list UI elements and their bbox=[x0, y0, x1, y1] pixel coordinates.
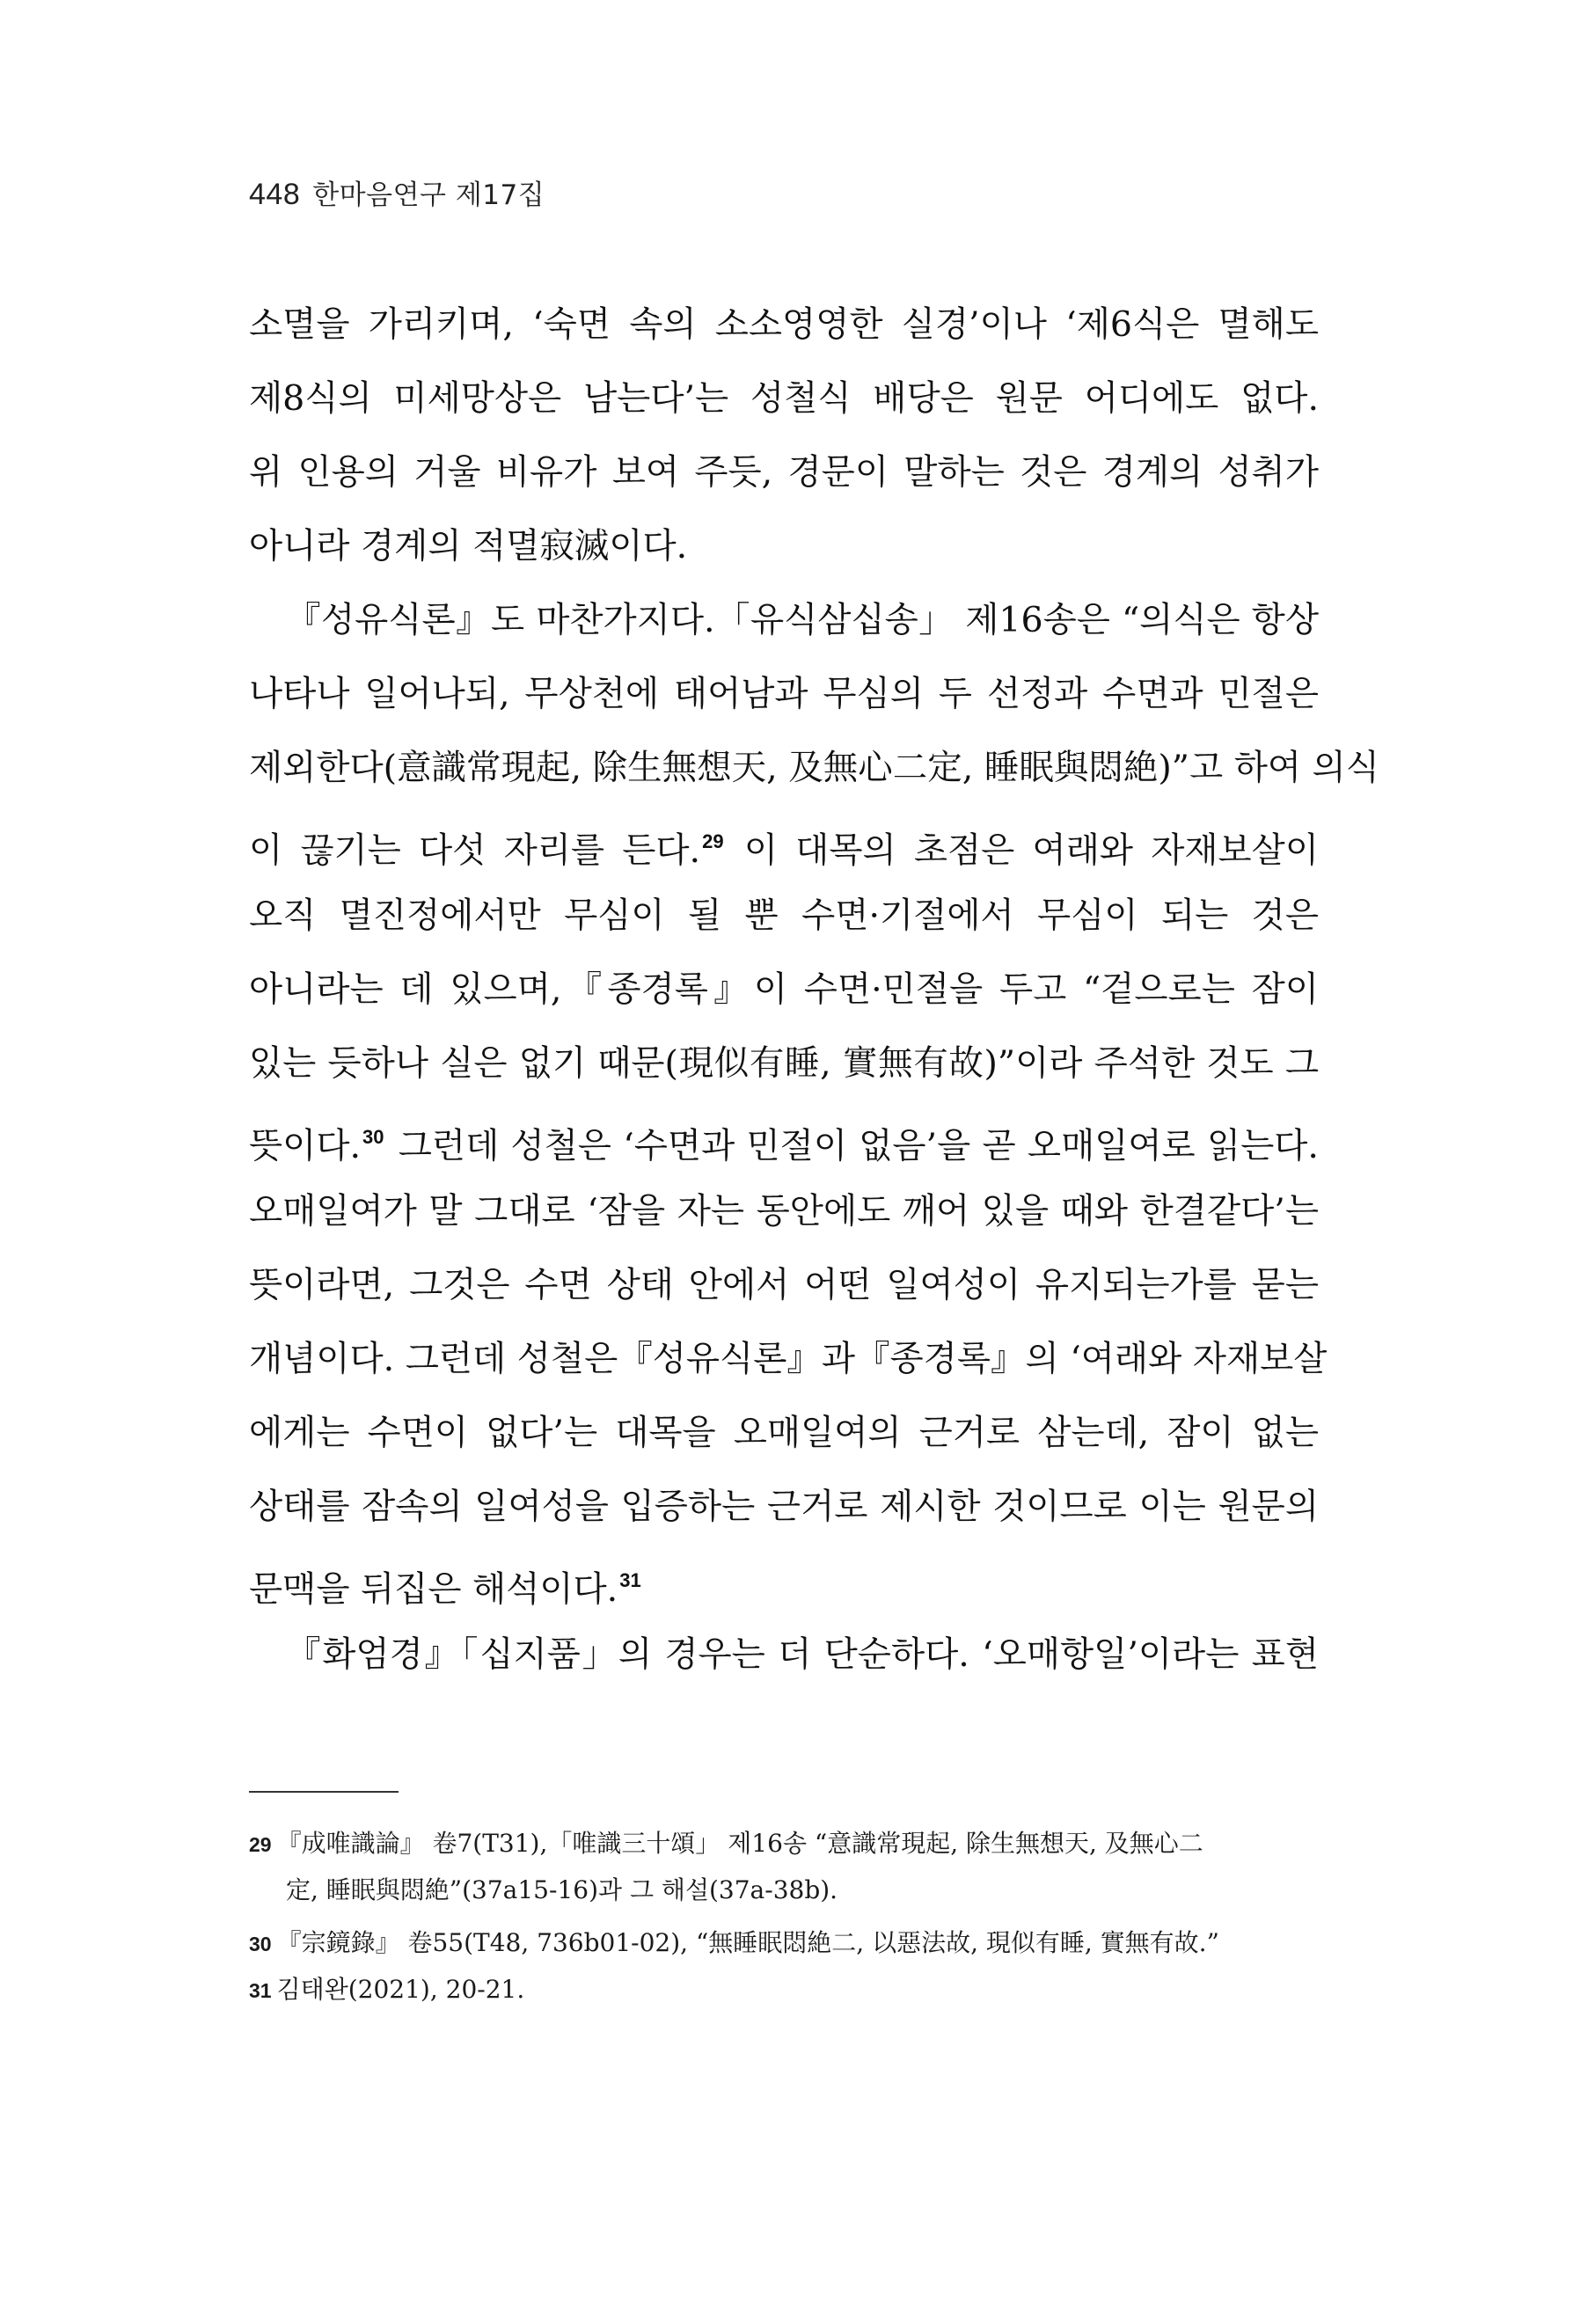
body-text-segment: 뜻이다. bbox=[249, 1126, 362, 1166]
footnote-31 bbox=[249, 1967, 1319, 2013]
body-line: 상태를 잠속의 일여성을 입증하는 근거로 제시한 것이므로 이는 원문의 bbox=[249, 1487, 1319, 1527]
body-line: 아니라는 데 있으며,『종경록』이 수면·민절을 두고 “겉으로는 잠이 bbox=[249, 969, 1319, 1010]
body-line: 나타나 일어나되, 무상천에 태어남과 무심의 두 선정과 수면과 민절은 bbox=[249, 674, 1319, 714]
body-line bbox=[249, 805, 1319, 879]
body-line: 오매일여가 말 그대로 ‘잠을 자는 동안에도 깨어 있을 때와 한결같다’는 bbox=[249, 1191, 1319, 1231]
body-line bbox=[249, 1100, 1319, 1174]
body-text-segment: 이 끊기는 다섯 자리를 든다. bbox=[249, 830, 701, 871]
body-text-segment: 문맥을 뒤집은 해석이다. bbox=[249, 1569, 618, 1610]
footnote-text: 김태완(2021), 20-21. bbox=[276, 1975, 525, 2004]
body-line: 위 인용의 거울 비유가 보여 주듯, 경문이 말하는 것은 경계의 성취가 bbox=[249, 452, 1319, 493]
footnote-number: 31 bbox=[249, 1979, 272, 2002]
footnote-29 bbox=[249, 1821, 1319, 1867]
footnotes bbox=[249, 1821, 1319, 2013]
body-text bbox=[249, 288, 1379, 1692]
running-header bbox=[249, 172, 545, 212]
body-line bbox=[249, 1544, 1319, 1618]
footnote-number: 30 bbox=[249, 1933, 272, 1955]
body-text-segment: 그런데 성철은 ‘수면과 민절이 없음’을 곧 오매일여로 읽는다. bbox=[386, 1126, 1319, 1166]
body-line: 『성유식론』도 마찬가지다.「유식삼십송」 제16송은 “의식은 항상 bbox=[286, 600, 1319, 640]
journal-title: 한마음연구 제17집 bbox=[312, 179, 545, 211]
body-line: 제외한다(意識常現起, 除生無想天, 及無心二定, 睡眠與悶絶)”고 하여 의식 bbox=[249, 748, 1379, 788]
footnote-separator bbox=[249, 1791, 399, 1793]
footnote-number: 29 bbox=[249, 1833, 272, 1856]
footnote-text: 『成唯識論』 卷7(T31),「唯識三十頌」 제16송 “意識常現起, 除生無想天, 及無心二 bbox=[276, 1829, 1203, 1858]
body-line: 에게는 수면이 없다’는 대목을 오매일여의 근거로 삼는데, 잠이 없는 bbox=[249, 1413, 1319, 1453]
body-line: 소멸을 가리키며, ‘숙면 속의 소소영영한 실경’이나 ‘제6식은 멸해도 bbox=[249, 304, 1319, 345]
body-line: 뜻이라면, 그것은 수면 상태 안에서 어떤 일여성이 유지되는가를 묻는 bbox=[249, 1265, 1319, 1305]
footnote-ref-31[interactable]: 31 bbox=[619, 1569, 641, 1591]
body-line: 개념이다. 그런데 성철은『성유식론』과『종경록』의 ‘여래와 자재보살 bbox=[249, 1339, 1328, 1379]
page-number: 448 bbox=[249, 178, 301, 211]
footnote-ref-29[interactable]: 29 bbox=[702, 830, 724, 852]
body-line: 있는 듯하나 실은 없기 때문(現似有睡, 實無有故)”이라 주석한 것도 그 bbox=[249, 1043, 1319, 1084]
body-line: 제8식의 미세망상은 남는다’는 성철식 배당은 원문 어디에도 없다. bbox=[249, 378, 1319, 419]
footnote-text: 『宗鏡錄』 卷55(T48, 736b01-02), “無睡眠悶絶二, 以惡法故, 現似有睡, 實無有故.” bbox=[276, 1928, 1219, 1957]
footnote-text: 定, 睡眠與悶絶”(37a15-16)과 그 해설(37a-38b). bbox=[286, 1875, 838, 1904]
body-text-segment: 이 대목의 초점은 여래와 자재보살이 bbox=[726, 830, 1319, 871]
body-line: 오직 멸진정에서만 무심이 될 뿐 수면·기절에서 무심이 되는 것은 bbox=[249, 895, 1319, 936]
footnote-30 bbox=[249, 1920, 1319, 1967]
footnote-ref-30[interactable]: 30 bbox=[362, 1126, 384, 1148]
body-line: 아니라 경계의 적멸寂滅이다. bbox=[249, 526, 688, 566]
footnote-29-continued bbox=[249, 1867, 1319, 1913]
body-line: 『화엄경』「십지품」의 경우는 더 단순하다. ‘오매항일’이라는 표현 bbox=[286, 1634, 1319, 1675]
